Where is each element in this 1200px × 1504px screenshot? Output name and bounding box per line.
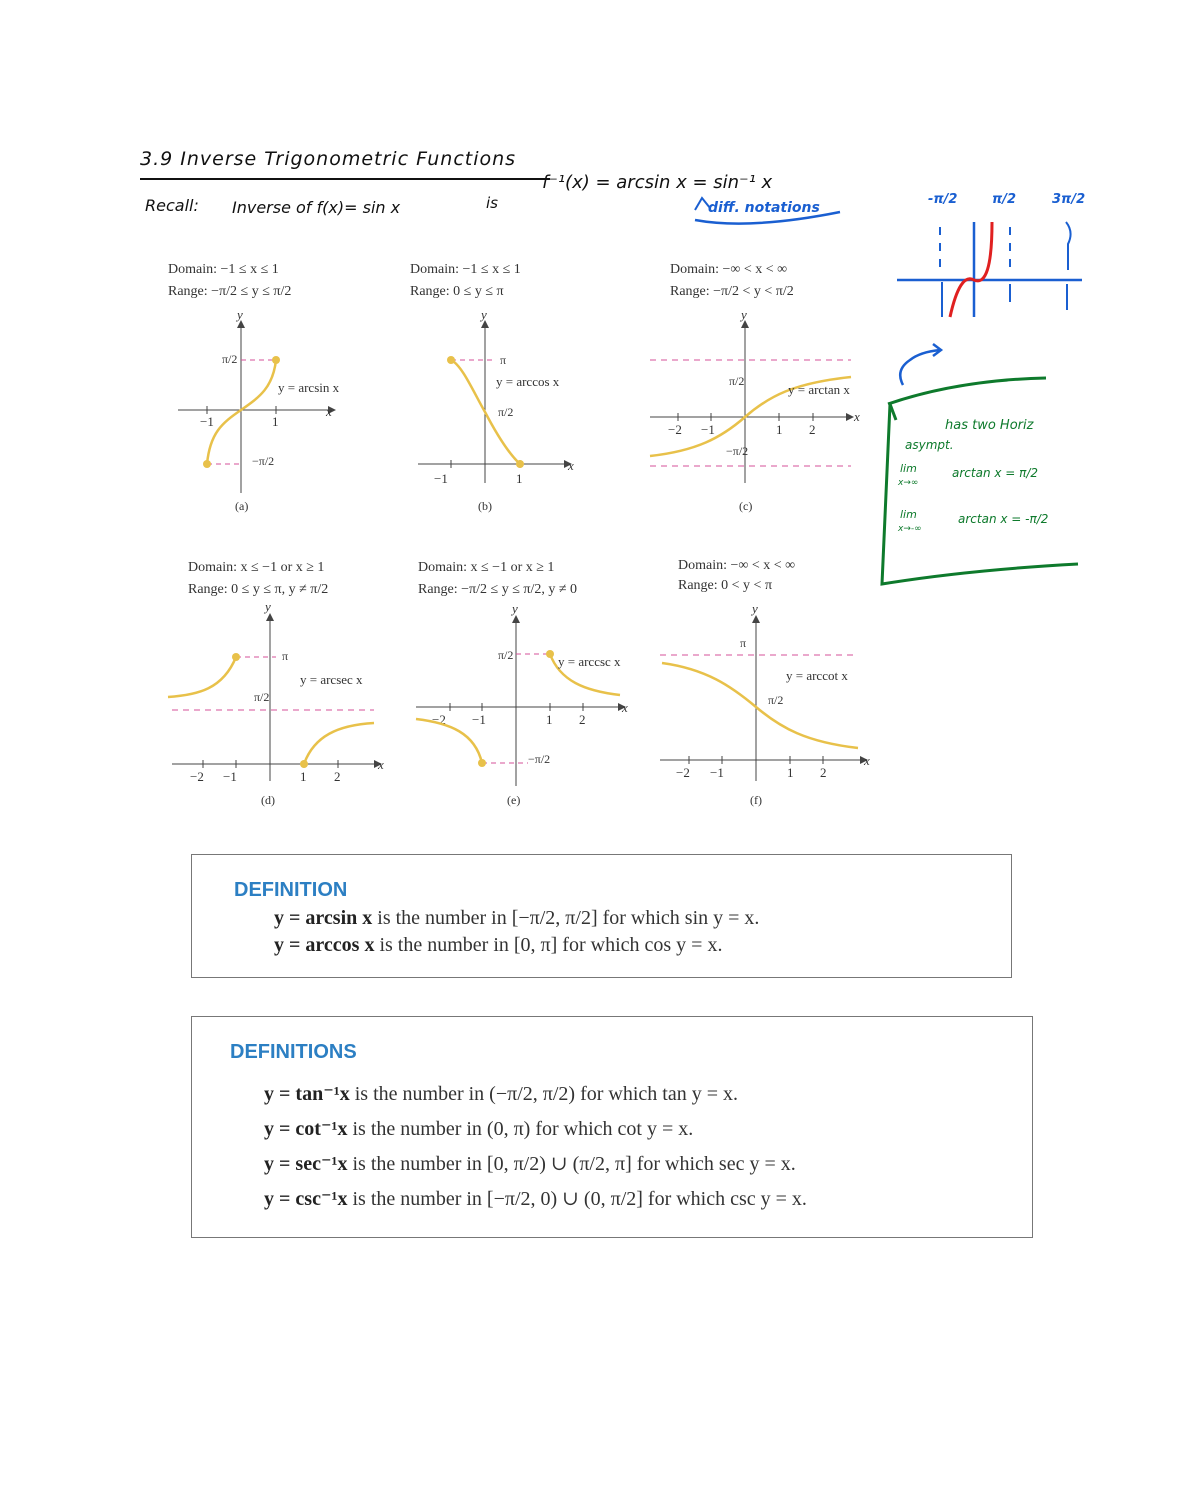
definition-line-arccos: [274, 934, 722, 957]
definitions-heading: DEFINITIONS: [230, 1041, 357, 1063]
graph-domain: Domain: −1 ≤ x ≤ 1: [168, 262, 279, 277]
def-rest: is the number in (0, π) for which cot y = x.: [347, 1118, 694, 1140]
graph-caption: (e): [507, 793, 521, 807]
def-lhs: y =: [274, 934, 306, 956]
tick-label: 1: [516, 471, 523, 486]
axis-x-label: x: [622, 700, 628, 715]
axis-y-label: y: [481, 307, 487, 322]
def-func: arccos x: [305, 934, 375, 956]
axis-x-label: x: [568, 458, 574, 473]
tick-label: π/2: [222, 352, 238, 366]
def-lhs: y =: [264, 1118, 296, 1140]
tick-label: 1: [776, 422, 783, 437]
tick-label: 2: [579, 712, 586, 727]
tick-label: π: [740, 636, 747, 650]
definitions-line-cot: [264, 1116, 693, 1141]
axis-y-label: y: [237, 307, 243, 322]
axis-x-label: x: [864, 753, 870, 768]
definitions-line-sec: [264, 1151, 796, 1176]
def-lhs: y =: [264, 1153, 296, 1175]
graph-e: [410, 556, 640, 816]
graph-c: [646, 258, 866, 518]
inverse-equation: f⁻¹(x) = arcsin x = sin⁻¹ x: [542, 172, 773, 193]
graph-plot: [404, 307, 604, 518]
tick-label: 1: [272, 414, 279, 429]
notation-underline: [690, 190, 860, 240]
axis-y-label: y: [741, 307, 747, 322]
curve: [304, 723, 374, 764]
recall-label: Recall:: [145, 196, 199, 215]
def-func: tan⁻¹x: [295, 1083, 350, 1105]
tick-label: −π/2: [252, 454, 275, 468]
def-rest: is the number in [−π/2, π/2] for which sin y = x.: [372, 907, 760, 929]
tick-label: π: [500, 353, 507, 367]
def-rest: is the number in (−π/2, π/2) for which tan y = x.: [349, 1083, 738, 1105]
graph-range: Range: 0 ≤ y ≤ π: [410, 284, 504, 299]
graph-domain: Domain: −∞ < x < ∞: [670, 262, 788, 277]
tick-label: π/2: [254, 690, 270, 704]
tick-label: 1: [546, 712, 553, 727]
def-lhs: y =: [274, 907, 306, 929]
graph-caption: (c): [739, 499, 753, 513]
sketch-label-neg: -π/2: [928, 192, 958, 207]
graph-plot: [160, 307, 360, 518]
tick-label: π/2: [498, 405, 514, 419]
note-lim-2: lim: [900, 508, 917, 521]
curve-label: y = arcsec x: [300, 672, 363, 687]
note-limit-neg: arctan x = -π/2: [958, 512, 1049, 526]
graph-caption: (f): [750, 793, 762, 807]
axis-x-label: x: [326, 404, 332, 419]
graph-plot: [168, 599, 388, 816]
handwritten-title: 3.9 Inverse Trigonometric Functions: [140, 148, 517, 170]
graph-domain: Domain: −1 ≤ x ≤ 1: [410, 262, 521, 277]
curve-label: y = arccot x: [786, 668, 848, 683]
def-func: csc⁻¹x: [295, 1188, 348, 1210]
note-lim-1: lim: [900, 462, 917, 475]
curve: [168, 657, 236, 697]
graph-caption: (a): [235, 499, 249, 513]
note-sub-2: x→-∞: [898, 524, 922, 534]
graph-range: Range: 0 < y < π: [678, 578, 773, 593]
tick-label: −2: [668, 422, 682, 437]
def-lhs: y =: [264, 1083, 296, 1105]
def-lhs: y =: [264, 1188, 296, 1210]
definition-line-arcsin: [274, 907, 759, 930]
note-line-1: has two Horiz: [945, 418, 1034, 433]
tick-label: 1: [787, 765, 794, 780]
axis-x-label: x: [378, 757, 384, 772]
def-rest: is the number in [0, π/2) ∪ (π/2, π] for which sec y = x.: [347, 1153, 796, 1175]
notation-note: diff. notations: [708, 200, 820, 216]
tick-label: −1: [472, 712, 486, 727]
tick-label: −1: [200, 414, 214, 429]
def-func: cot⁻¹x: [295, 1118, 348, 1140]
graph-domain: Domain: x ≤ −1 or x ≥ 1: [188, 560, 325, 575]
tick-label: −2: [190, 769, 204, 784]
curve-label: y = arcsin x: [278, 380, 340, 395]
tick-label: −1: [223, 769, 237, 784]
def-rest: is the number in [0, π] for which cos y = x.: [374, 934, 723, 956]
graph-range: Range: −π/2 ≤ y ≤ π/2: [168, 284, 292, 299]
graph-caption: (d): [261, 793, 275, 807]
definitions-box: [191, 1016, 1033, 1238]
definitions-line-tan: [264, 1081, 738, 1106]
axis-x-label: x: [854, 409, 860, 424]
note-limit-pos: arctan x = π/2: [952, 466, 1039, 480]
tick-label: π/2: [729, 374, 745, 388]
tan-sketch: [892, 212, 1092, 322]
tick-label: π/2: [768, 693, 784, 707]
graph-caption: (b): [478, 499, 492, 513]
tick-label: −1: [701, 422, 715, 437]
note-line-2: asympt.: [905, 438, 954, 452]
tick-label: −1: [434, 471, 448, 486]
axis-y-label: y: [265, 599, 271, 614]
is-text: is: [486, 194, 498, 212]
curve-label: y = arctan x: [788, 382, 850, 397]
graph-d: [168, 556, 388, 816]
note-sub-1: x→∞: [898, 478, 919, 488]
def-rest: is the number in [−π/2, 0) ∪ (0, π/2] for which csc y = x.: [347, 1188, 807, 1210]
tick-label: −π/2: [726, 444, 749, 458]
axis-y-label: y: [512, 601, 518, 616]
definition-heading: DEFINITION: [234, 879, 348, 901]
curve-label: y = arccsc x: [558, 654, 621, 669]
graph-plot: [656, 601, 876, 816]
inverse-text: Inverse of f(x)= sin x: [232, 198, 401, 217]
title-underline: [140, 178, 550, 180]
def-func: arcsin x: [305, 907, 373, 929]
graph-domain: Domain: −∞ < x < ∞: [678, 558, 796, 573]
sketch-label-3pi: 3π/2: [1052, 192, 1086, 207]
graph-range: Range: 0 ≤ y ≤ π, y ≠ π/2: [188, 582, 329, 597]
graph-range: Range: −π/2 < y < π/2: [670, 284, 794, 299]
tick-label: 1: [300, 769, 307, 784]
tick-label: −2: [432, 712, 446, 727]
tick-label: π/2: [498, 648, 514, 662]
tick-label: 2: [809, 422, 816, 437]
graph-a: [160, 258, 360, 518]
sketch-label-pos: π/2: [992, 192, 1017, 207]
tick-label: −1: [710, 765, 724, 780]
tick-label: 2: [820, 765, 827, 780]
definition-box: [191, 854, 1012, 978]
graph-plot: [410, 601, 640, 816]
axis-y-label: y: [752, 601, 758, 616]
graph-f: [656, 556, 876, 816]
graph-domain: Domain: x ≤ −1 or x ≥ 1: [418, 560, 555, 575]
tick-label: −2: [676, 765, 690, 780]
graph-plot: [646, 307, 866, 518]
tick-label: −π/2: [528, 752, 551, 766]
tick-label: 2: [334, 769, 341, 784]
tick-label: π: [282, 649, 289, 663]
definitions-line-csc: [264, 1186, 807, 1211]
graph-range: Range: −π/2 ≤ y ≤ π/2, y ≠ 0: [418, 582, 578, 597]
curve-label: y = arccos x: [496, 374, 560, 389]
graph-b: [404, 258, 604, 518]
def-func: sec⁻¹x: [295, 1153, 348, 1175]
